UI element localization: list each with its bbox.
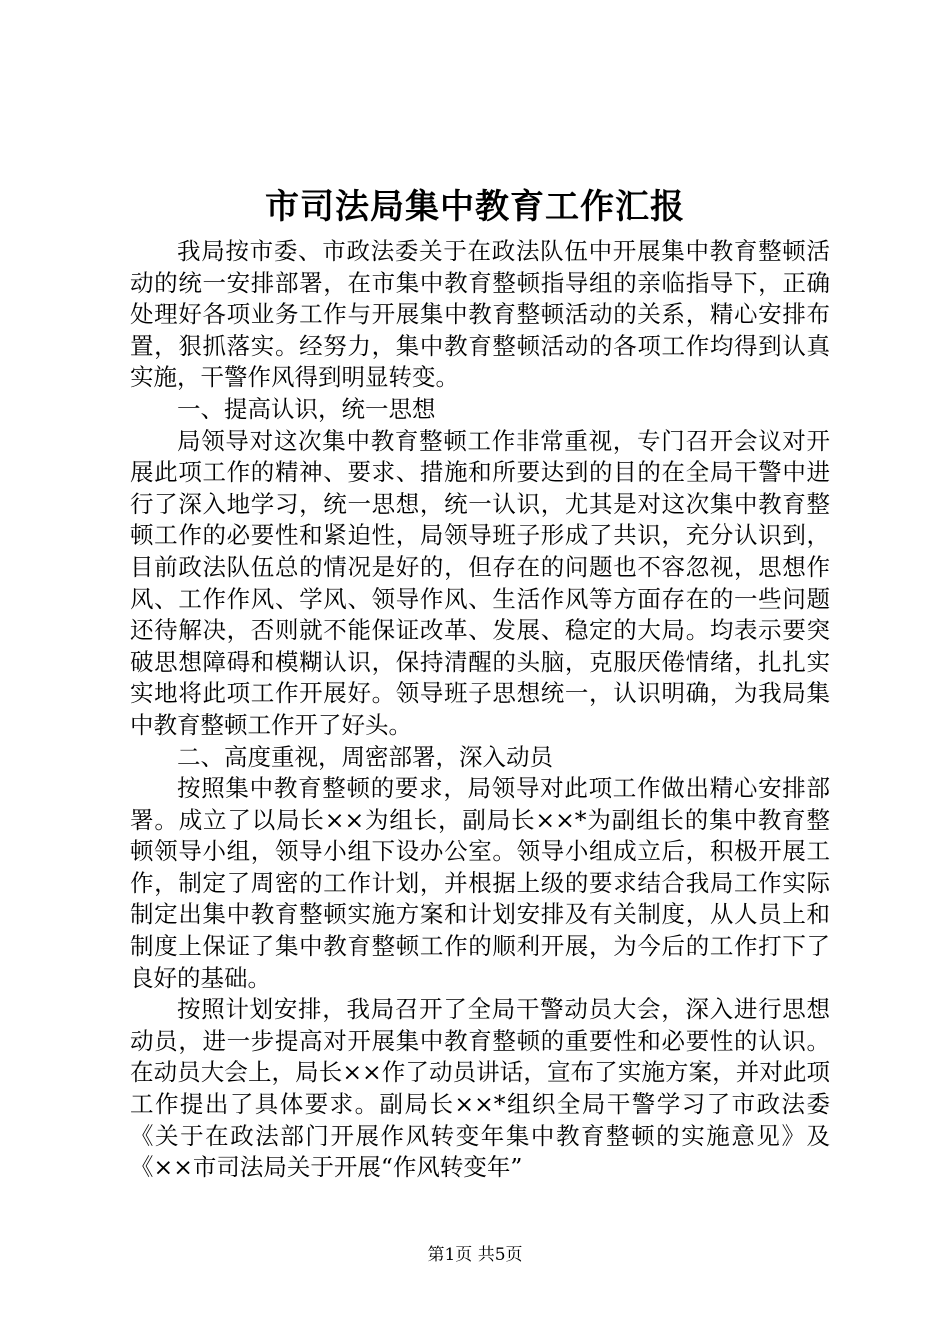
section-heading-1: 一、提高认识，统一思想 [177,394,436,423]
paragraph-section-2b: 按照计划安排，我局召开了全局干警动员大会，深入进行思想动员，进一步提高对开展集中教育整顿的重要性和必要性的认识。在动员大会上，局长××作了动员讲话，宣布了实施方案，并对此项工作提出了具体要求。副局长××*组织全局干警学习了市政法委《关于在政法部门开展作风转变年集中教育整顿的实施意见》及《××市司法局关于开展“作风转变年” [130,995,830,1182]
paragraph-intro: 我局按市委、市政法委关于在政法队伍中开展集中教育整顿活动的统一安排部署，在市集中教育整顿指导组的亲临指导下，正确处理好各项业务工作与开展集中教育整顿活动的关系，精心安排布置，狠抓落实。经努力，集中教育整顿活动的各项工作均得到认真实施，干警作风得到明显转变。 [130,237,830,392]
document-title: 市司法局集中教育工作汇报 [265,187,685,227]
section-heading-2: 二、高度重视，周密部署，深入动员 [177,742,553,771]
paragraph-section-1: 局领导对这次集中教育整顿工作非常重视，专门召开会议对开展此项工作的精神、要求、措施和所要达到的目的在全局干警中进行了深入地学习，统一思想，统一认识，尤其是对这次集中教育整顿工作的必要性和紧迫性，局领导班子形成了共识，充分认识到，目前政法队伍总的情况是好的，但存在的问题也不容忽视，思想作风、工作作风、学风、领导作风、生活作风等方面存在的一些问题还待解决，否则就不能保证改革、发展、稳定的大局。均表示要突破思想障碍和模糊认识，保持清醒的头脑，克服厌倦情绪，扎扎实实地将此项工作开展好。领导班子思想统一，认识明确，为我局集中教育整顿工作开了好头。 [130,426,830,739]
document-body [130,236,830,1184]
page-number: 第1页 共5页 [427,1245,523,1265]
paragraph-section-2a: 按照集中教育整顿的要求，局领导对此项工作做出精心安排部署。成立了以局长××为组长，副局长××*为副组长的集中教育整顿领导小组，领导小组下设办公室。领导小组成立后，积极开展工作，制定了周密的工作计划，并根据上级的要求结合我局工作实际制定出集中教育整顿实施方案和计划安排及有关制度，从人员上和制度上保证了集中教育整顿工作的顺利开展，为今后的工作打下了良好的基础。 [130,774,830,992]
